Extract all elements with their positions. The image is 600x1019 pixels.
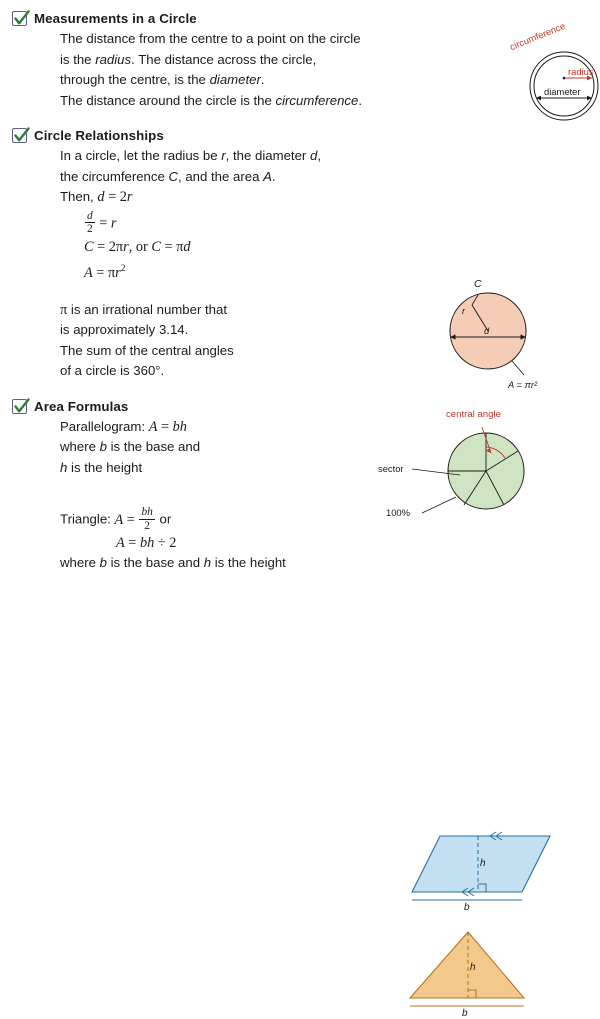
section-area-formulas	[34, 398, 592, 1019]
label-base: b	[462, 1007, 468, 1019]
label-circumference: circumference	[508, 19, 567, 53]
text-line: A = bh ÷ 2	[116, 534, 177, 551]
label-d: d	[484, 325, 490, 336]
checkmark-icon[interactable]	[12, 128, 27, 143]
section-header	[12, 398, 592, 415]
text-line: h is the height	[60, 459, 143, 475]
section-title: Area Formulas	[34, 398, 129, 414]
text-line: is the radius. The distance across the circle,	[60, 51, 317, 67]
text-line: of a circle is 360°.	[60, 363, 165, 379]
text-line: In a circle, let the radius be r, the diameter d,	[60, 148, 321, 163]
text-line: through the centre, is the diameter.	[60, 72, 265, 87]
text-line: is approximately 3.14.	[60, 322, 189, 338]
formula-list	[34, 210, 592, 284]
relationships-body	[34, 146, 592, 208]
section-header	[12, 127, 592, 144]
label-area-formula: A = πr²	[508, 379, 538, 390]
label-r: r	[462, 305, 466, 316]
label-100-percent: 100%	[386, 507, 410, 518]
label-central-angle: central angle	[446, 409, 501, 420]
text-line: The sum of the central angles	[60, 342, 234, 358]
text-line: Parallelogram: A = bh	[60, 418, 187, 435]
parallelogram-body	[34, 417, 592, 479]
text-line: the circumference C, and the area A.	[60, 168, 276, 184]
formula-circumference: C = 2πr, or C = πd	[84, 239, 191, 256]
formula-area: $A = \pi r^2$	[84, 263, 126, 281]
circle-measurements-figure	[502, 19, 600, 124]
label-height: h	[480, 857, 486, 869]
label-sector: sector	[378, 463, 404, 474]
parallelogram-figure	[392, 822, 582, 922]
text-line: Then, d = 2r	[60, 189, 133, 205]
triangle-body	[34, 506, 592, 574]
section-measurements-in-a-circle	[34, 10, 592, 111]
text-line: where b is the base and	[60, 439, 201, 455]
label-height: h	[470, 961, 476, 973]
label-C: C	[474, 278, 482, 290]
checkmark-icon[interactable]	[12, 11, 27, 26]
label-radius: radius	[568, 66, 594, 77]
circle-radius-diameter-area-figure	[426, 279, 556, 401]
text-line: The distance around the circle is the circumference.	[60, 92, 363, 108]
text-line: where b is the base and h is the height	[60, 555, 286, 571]
text-line: The distance from the centre to a point on the circle	[60, 31, 361, 46]
label-diameter: diameter	[544, 86, 581, 97]
section-title: Circle Relationships	[34, 128, 164, 143]
text-line: π is an irrational number that	[60, 301, 228, 318]
label-base: b	[464, 901, 470, 913]
section-header	[12, 10, 592, 27]
section-title: Measurements in a Circle	[34, 11, 197, 26]
text-line: Triangle: A = $\frac{bh}{2}$ or	[60, 506, 172, 533]
checkmark-icon[interactable]	[12, 399, 27, 414]
triangle-figure	[406, 928, 576, 1019]
formula-d-over-2: $\frac{d}{2}$ = r	[87, 209, 117, 236]
